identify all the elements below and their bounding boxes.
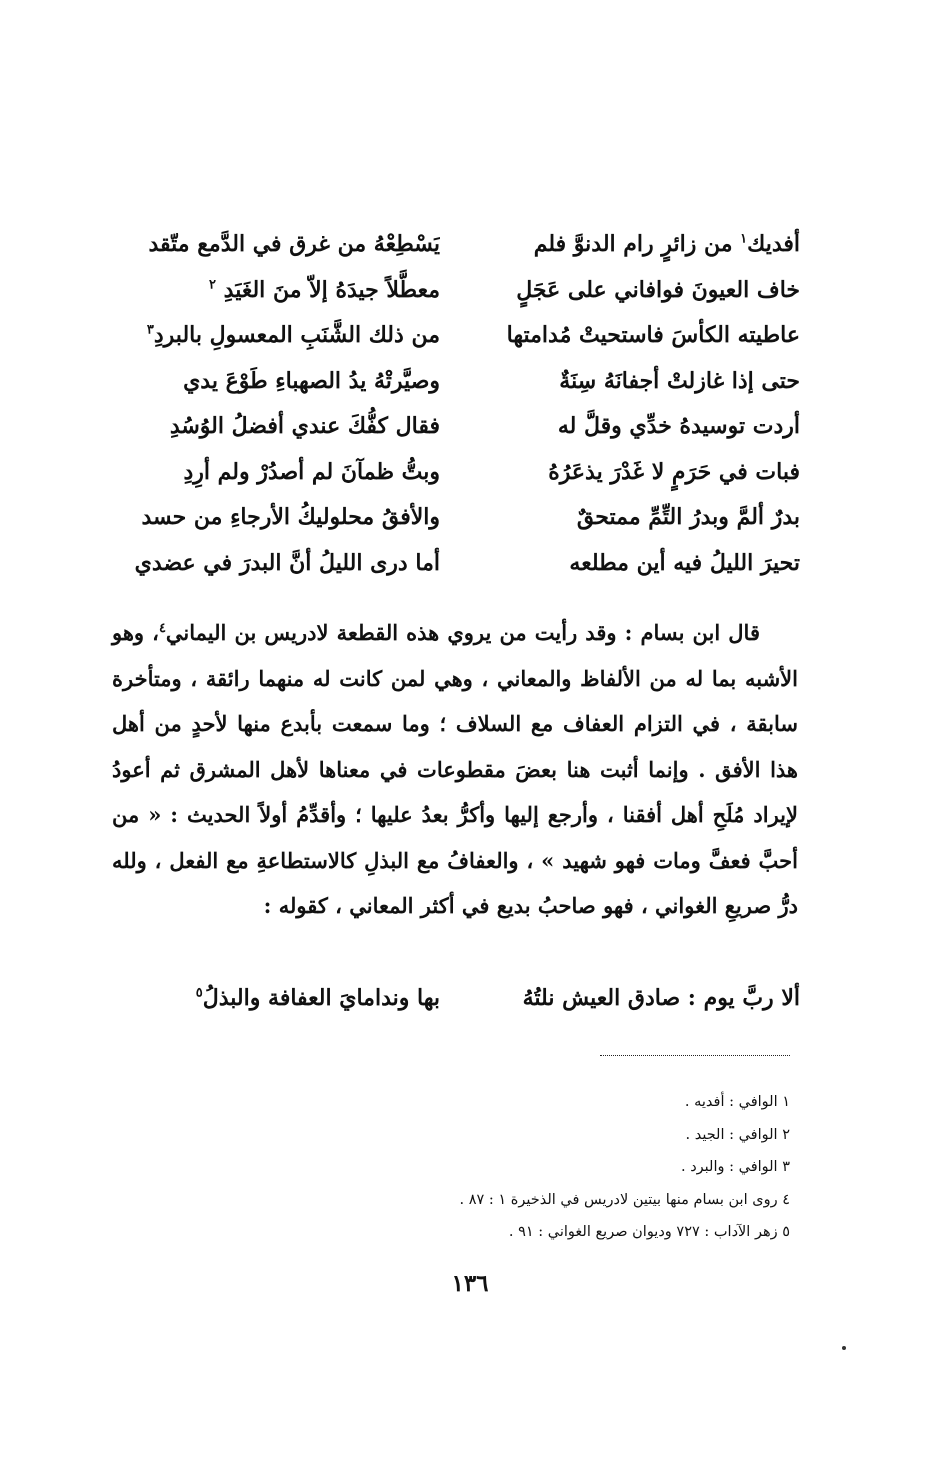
footnote: ١ الوافي : أفديه . xyxy=(684,1094,790,1110)
poem-verse xyxy=(110,313,800,359)
footnote-marker: ٤ xyxy=(158,621,166,636)
verse-second-hemistich: معطَّلاً جيدَهُ إلاّ منَ الغَيَدِ $^٢$ xyxy=(209,276,440,303)
poem-verse xyxy=(110,450,800,496)
verse-second-hemistich: والأفقُ محلوليكُ الأرجاءِ من حسد xyxy=(141,504,440,530)
verse-first-hemistich: حتى إذا غازلتْ أجفانَهُ سِنَةٌ xyxy=(559,367,800,394)
verse-first-hemistich: أردت توسيدهُ خدِّي وقلَّ له xyxy=(557,413,800,439)
prose-paragraph: قال ابن بسام : وقد رأيت من يروي هذه القطعة لادريس بن اليماني$^٤$، وهو الأشبه بما له من الألفاظ والمعاني ، وهي لمن كانت له منهما رائقة ، ومتأخرة سابقة ، في التزام العفاف مع السلاف ؛ وما سمعت بأبدع منها لأحدٍ من أهل هذا الأفق . وإنما أثبت هنا بعضَ مقطوعات في معناها لأهل المشرق ثم أعودُ لإيراد مُلَحِ أهل أفقنا ، وأرجع إليها وأكرُّ بعدُ عليها ؛ وأقدِّمُ أولاً الحديث : « من أحبَّ فعفَّ ومات فهو شهيد » ، والعفافُ مع البذلِ كالاستطاعةِ مع الفعل ، ولله درُّ صريعِ الغواني ، فهو صاحبُ بديع في أكثر المعاني ، كقوله : xyxy=(112,620,798,918)
quoted-verse xyxy=(110,976,800,1020)
verse-first-hemistich: خاف العيونَ فوافاني على عَجَلٍ xyxy=(516,276,800,303)
poem-verse xyxy=(110,359,800,405)
verse-second-hemistich: فقال كفُّكَ عندي أفضلُ الوُسُدِ xyxy=(169,413,440,439)
verse-second-hemistich: وصيَّرتْهُ يدُ الصهباءِ طَوْعَ يدي xyxy=(183,367,440,394)
poem-verse xyxy=(110,541,800,587)
verse-first-hemistich: ألا ربَّ يوم : صادق العيش نلتُهُ xyxy=(522,985,800,1011)
footnote-separator xyxy=(600,1055,790,1056)
poem-block xyxy=(110,222,800,586)
verse-second-hemistich: يَسْطِعْهُ من غرق في الدَّمع متّقد xyxy=(148,231,440,257)
footnote: ٤ روى ابن بسام منها بيتين لادريس في الذخيرة ١ : ٨٧ . xyxy=(459,1191,790,1208)
footnote-marker: ١ xyxy=(740,231,748,247)
verse-first-hemistich: عاطيته الكأسَ فاستحيتْ مُدامتها xyxy=(506,322,800,348)
poem-verse xyxy=(110,495,800,541)
page-number: ١٣٦ xyxy=(451,1270,489,1297)
footnote: ٢ الوافي : الجيد . xyxy=(685,1126,790,1143)
footnote: ٣ الوافي : والبرد . xyxy=(681,1159,790,1175)
verse-second-hemistich: من ذلك الشَّنَبِ المعسولِ بالبردِ$^٣$ xyxy=(146,322,440,348)
footnote-marker: ٣ xyxy=(146,322,154,338)
footnote: ٥ زهر الآداب : ٧٢٧ وديوان صريع الغواني : ٩١ . xyxy=(508,1224,790,1240)
footnotes xyxy=(300,1086,790,1249)
verse-first-hemistich: تحيرَ الليلُ فيه أين مطلعه xyxy=(569,549,800,576)
footnote-marker: ٢ xyxy=(209,277,216,293)
poem-verse xyxy=(110,222,800,268)
verse-second-hemistich: وبتُّ ظمآنَ لم أصدُرْ ولم أرِدِ xyxy=(183,458,440,485)
poem-verse xyxy=(110,268,800,314)
verse-first-hemistich: فبات في حَرَمٍ لا غَدْرَ يذعَرُهُ xyxy=(548,458,800,485)
verse-first-hemistich: بدرٌ ألمَّ وبدرُ التِّمِّ ممتحقٌ xyxy=(576,504,800,530)
verse-second-hemistich: أما درى الليلُ أنَّ البدرَ في عضدي xyxy=(134,549,440,576)
verse-second-hemistich: بها وندامايَ العفافة والبذلُ$^٥$ xyxy=(195,985,440,1011)
poem-verse xyxy=(110,404,800,450)
ink-speck xyxy=(842,1346,846,1350)
footnote-marker: ٥ xyxy=(195,985,203,1001)
verse-first-hemistich: أفديك$^١$ من زائرٍ رام الدنوَّ فلم xyxy=(533,231,800,257)
